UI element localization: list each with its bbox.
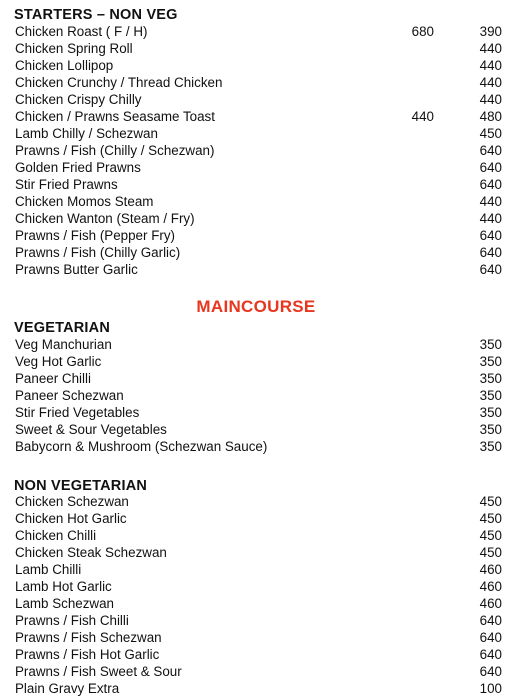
item-name: Sweet & Sour Vegetables <box>15 422 167 437</box>
item-price: 640 <box>479 647 502 662</box>
starters-heading: STARTERS – NON VEG <box>14 7 178 23</box>
item-price: 100 <box>479 681 502 696</box>
menu-item <box>0 57 512 74</box>
item-name: Chicken Wanton (Steam / Fry) <box>15 211 195 226</box>
item-name: Chicken / Prawns Seasame Toast <box>15 109 215 124</box>
item-price: 450 <box>479 545 502 560</box>
menu-item <box>0 561 512 578</box>
item-name: Prawns / Fish (Pepper Fry) <box>15 228 175 243</box>
menu-item <box>0 421 512 438</box>
item-price: 640 <box>479 262 502 277</box>
menu-item <box>0 91 512 108</box>
item-name: Chicken Momos Steam <box>15 194 154 209</box>
item-name: Chicken Crispy Chilly <box>15 92 142 107</box>
item-name: Paneer Chilli <box>15 371 91 386</box>
menu-item <box>0 159 512 176</box>
item-name: Prawns / Fish Hot Garlic <box>15 647 160 662</box>
item-name: Chicken Steak Schezwan <box>15 545 167 560</box>
item-price: 640 <box>479 228 502 243</box>
item-price: 460 <box>479 562 502 577</box>
item-price: 390 <box>479 24 502 39</box>
menu-item <box>0 176 512 193</box>
item-price-secondary: 680 <box>411 24 434 39</box>
menu-item <box>0 544 512 561</box>
item-price: 460 <box>479 579 502 594</box>
starters-list <box>0 23 512 278</box>
menu-item <box>0 23 512 40</box>
item-name: Chicken Chilli <box>15 528 97 543</box>
item-name: Chicken Spring Roll <box>15 41 133 56</box>
item-name: Prawns Butter Garlic <box>15 262 138 277</box>
item-price: 450 <box>479 494 502 509</box>
menu-item <box>0 370 512 387</box>
item-name: Prawns / Fish (Chilly Garlic) <box>15 245 181 260</box>
item-name: Golden Fried Prawns <box>15 160 141 175</box>
menu-item <box>0 74 512 91</box>
item-price: 460 <box>479 596 502 611</box>
menu-item <box>0 193 512 210</box>
item-price: 440 <box>479 211 502 226</box>
menu-item <box>0 404 512 421</box>
maincourse-heading: MAINCOURSE <box>196 297 316 316</box>
vegetarian-list <box>0 336 512 455</box>
item-price: 480 <box>479 109 502 124</box>
menu-item <box>0 578 512 595</box>
item-price: 440 <box>479 41 502 56</box>
item-name: Prawns / Fish Sweet & Sour <box>15 664 182 679</box>
item-name: Chicken Crunchy / Thread Chicken <box>15 75 223 90</box>
menu-item <box>0 663 512 680</box>
menu-item <box>0 353 512 370</box>
item-price: 640 <box>479 613 502 628</box>
item-name: Lamb Schezwan <box>15 596 114 611</box>
item-name: Prawns / Fish Chilli <box>15 613 129 628</box>
item-price: 350 <box>479 354 502 369</box>
item-price: 350 <box>479 388 502 403</box>
menu-item <box>0 493 512 510</box>
menu-item <box>0 125 512 142</box>
menu-item <box>0 629 512 646</box>
item-name: Prawns / Fish (Chilly / Schezwan) <box>15 143 215 158</box>
menu-item <box>0 527 512 544</box>
item-price: 350 <box>479 371 502 386</box>
menu-item <box>0 387 512 404</box>
item-name: Paneer Schezwan <box>15 388 124 403</box>
menu-item <box>0 227 512 244</box>
menu-item <box>0 510 512 527</box>
item-price: 350 <box>479 405 502 420</box>
menu-item <box>0 438 512 455</box>
item-price: 640 <box>479 143 502 158</box>
item-price: 440 <box>479 92 502 107</box>
item-name: Prawns / Fish Schezwan <box>15 630 162 645</box>
menu-item <box>0 108 512 125</box>
item-name: Veg Hot Garlic <box>15 354 102 369</box>
item-name: Lamb Chilly / Schezwan <box>15 126 158 141</box>
menu-item <box>0 680 512 697</box>
item-name: Lamb Hot Garlic <box>15 579 112 594</box>
item-name: Veg Manchurian <box>15 337 112 352</box>
item-price: 350 <box>479 337 502 352</box>
item-price: 640 <box>479 160 502 175</box>
item-price-secondary: 440 <box>411 109 434 124</box>
menu-item <box>0 210 512 227</box>
item-price: 350 <box>479 439 502 454</box>
item-name: Chicken Hot Garlic <box>15 511 127 526</box>
item-name: Babycorn & Mushroom (Schezwan Sauce) <box>15 439 268 454</box>
menu-item <box>0 40 512 57</box>
item-name: Chicken Schezwan <box>15 494 129 509</box>
item-name: Lamb Chilli <box>15 562 82 577</box>
non-vegetarian-heading: NON VEGETARIAN <box>14 478 148 494</box>
menu-item <box>0 336 512 353</box>
non-vegetarian-list <box>0 493 512 697</box>
item-price: 450 <box>479 528 502 543</box>
item-name: Chicken Roast ( F / H) <box>15 24 148 39</box>
item-price: 640 <box>479 664 502 679</box>
menu-item <box>0 261 512 278</box>
item-price: 450 <box>479 511 502 526</box>
item-price: 640 <box>479 630 502 645</box>
item-price: 450 <box>479 126 502 141</box>
menu-item <box>0 612 512 629</box>
vegetarian-heading: VEGETARIAN <box>14 320 110 336</box>
item-name: Stir Fried Vegetables <box>15 405 140 420</box>
item-name: Stir Fried Prawns <box>15 177 118 192</box>
item-price: 440 <box>479 194 502 209</box>
item-name: Chicken Lollipop <box>15 58 114 73</box>
menu-item <box>0 142 512 159</box>
item-price: 350 <box>479 422 502 437</box>
item-name: Plain Gravy Extra <box>15 681 120 696</box>
item-price: 640 <box>479 245 502 260</box>
menu-item <box>0 244 512 261</box>
item-price: 640 <box>479 177 502 192</box>
menu-item <box>0 646 512 663</box>
item-price: 440 <box>479 58 502 73</box>
menu-item <box>0 595 512 612</box>
item-price: 440 <box>479 75 502 90</box>
